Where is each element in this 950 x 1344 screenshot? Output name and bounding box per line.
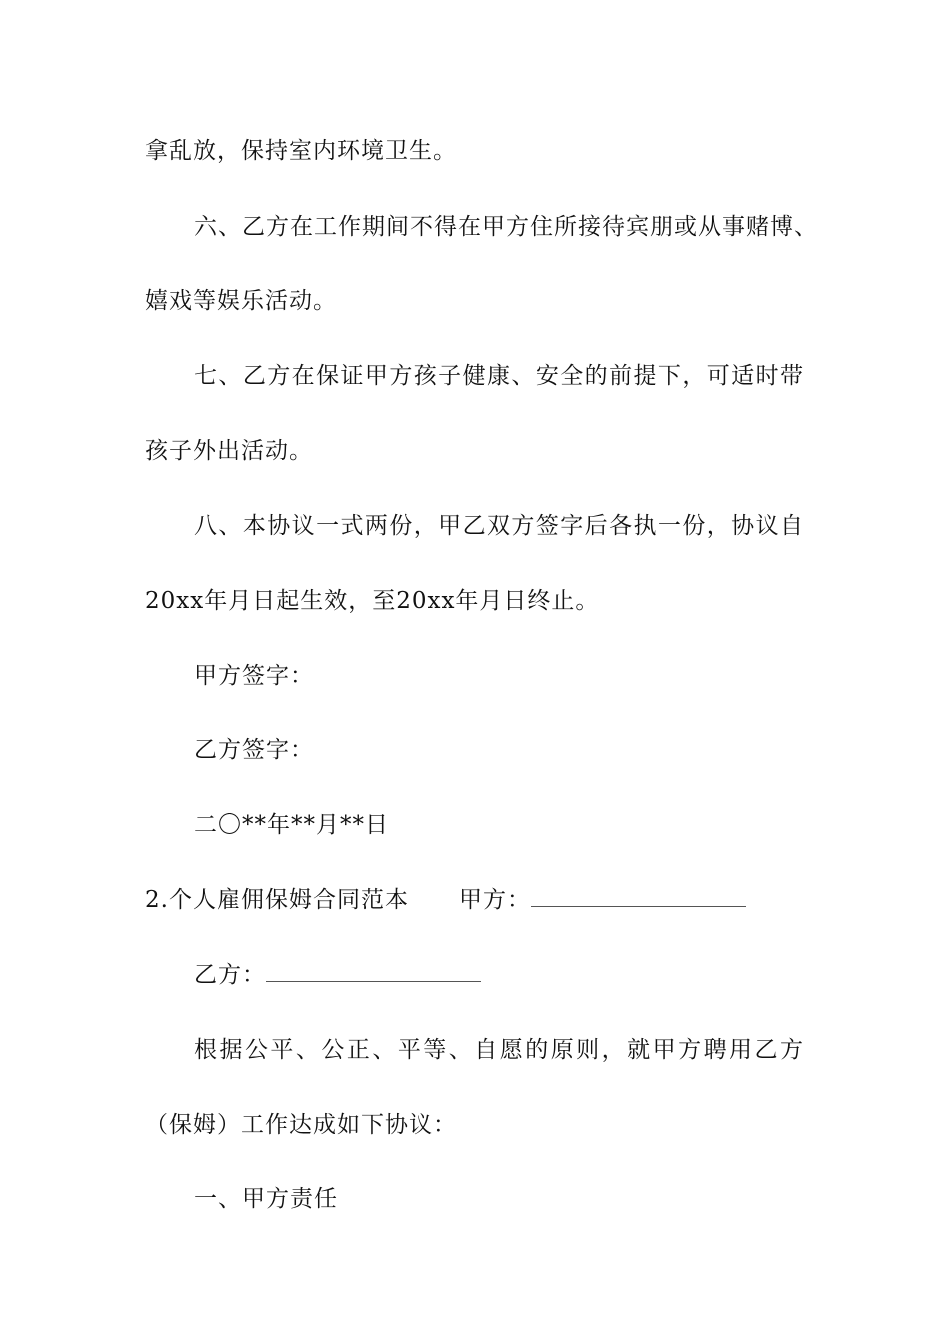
party-a-signature-label: 甲方签字：: [194, 663, 314, 689]
paragraph-line: 20xx年月日起生效，至20xx年月日终止。: [145, 588, 600, 614]
paragraph-line: 嬉戏等娱乐活动。: [145, 288, 337, 314]
paragraph-line: 孩子外出活动。: [145, 438, 313, 464]
section-heading-row: [145, 885, 746, 915]
paragraph-line: 拿乱放，保持室内环境卫生。: [145, 138, 457, 164]
party-b-row: [194, 960, 481, 990]
party-b-signature-label: 乙方签字：: [194, 737, 314, 763]
party-b-label: 乙方：: [194, 962, 266, 988]
party-a-label: 甲方：: [458, 887, 531, 913]
signature-date: 二〇**年**月**日: [194, 812, 389, 838]
party-a-blank: [531, 886, 746, 907]
paragraph-line: 根据公平、公正、平等、自愿的原则，就甲方聘用乙方: [194, 1037, 804, 1063]
party-b-blank: [266, 961, 481, 982]
paragraph-line: 七、乙方在保证甲方孩子健康、安全的前提下，可适时带: [194, 363, 804, 389]
paragraph-line: 八、本协议一式两份，甲乙双方签字后各执一份，协议自: [194, 513, 804, 539]
section-title: 2.个人雇佣保姆合同范本: [145, 887, 409, 913]
subsection-heading: 一、甲方责任: [194, 1186, 338, 1212]
paragraph-line: 六、乙方在工作期间不得在甲方住所接待宾朋或从事赌博、: [194, 214, 818, 240]
paragraph-line: （保姆）工作达成如下协议：: [145, 1112, 457, 1138]
